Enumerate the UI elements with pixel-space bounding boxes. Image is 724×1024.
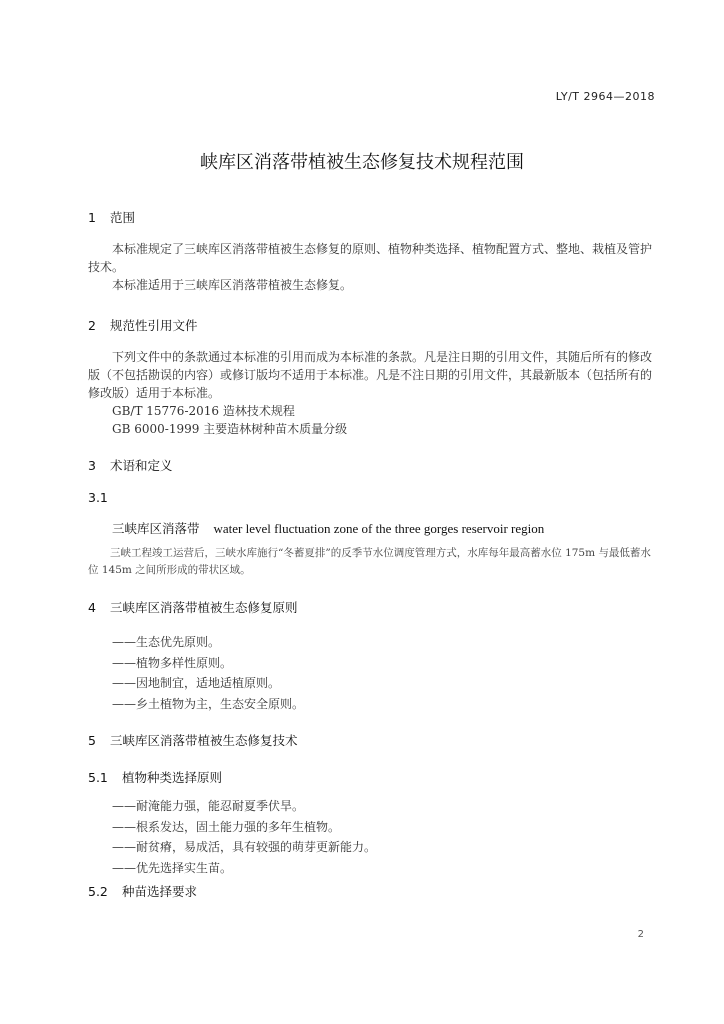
section-2-heading <box>88 316 198 334</box>
standard-number: LY/T 2964—2018 <box>555 90 655 103</box>
section-5-number: 5 <box>88 733 96 748</box>
section-3-title: 术语和定义 <box>109 458 173 473</box>
term-definition-text: 三峡工程竣工运营后，三峡水库施行“冬蓄夏排”的反季节水位调度管理方式，水库每年最高蓄水位 175m 与最低蓄水位 145m 之间所形成的带状区域。 <box>88 547 651 576</box>
section-1-paragraph-1: 本标准规定了三峡库区消落带植被生态修复的原则、植物种类选择、植物配置方式、整地、栽植及管护技术。 <box>88 242 653 274</box>
section-3-heading <box>88 456 173 474</box>
section-4-heading <box>88 598 298 616</box>
section-5-2-heading <box>88 882 197 900</box>
page-number: 2 <box>637 929 644 940</box>
principle-list <box>112 632 304 714</box>
document-title: 峡库区消落带植被生态修复技术规程范围 <box>200 152 524 173</box>
section-3-1-number: 3.1 <box>88 490 108 505</box>
section-5-1-title: 植物种类选择原则 <box>121 770 222 785</box>
species-selection-list <box>112 796 376 878</box>
section-1-title: 范围 <box>109 210 135 225</box>
section-5-2-title: 种苗选择要求 <box>121 884 197 899</box>
list-item: ——优先选择实生苗。 <box>112 860 233 875</box>
list-item: ——耐贫瘠，易成活，具有较强的萌芽更新能力。 <box>112 840 377 854</box>
section-1-number: 1 <box>88 210 96 225</box>
reference-list <box>112 402 347 438</box>
section-4-number: 4 <box>88 600 96 615</box>
section-1-paragraph-2: 本标准适用于三峡库区消落带植被生态修复。 <box>112 278 353 292</box>
list-item: ——植物多样性原则。 <box>112 655 233 670</box>
term-definition <box>88 545 658 579</box>
list-item: ——根系发达，固土能力强的多年生植物。 <box>112 819 341 834</box>
section-5-title: 三峡库区消落带植被生态修复技术 <box>109 733 298 748</box>
list-item: ——乡土植物为主，生态安全原则。 <box>112 696 305 711</box>
section-5-1-number: 5.1 <box>88 770 108 785</box>
section-2-paragraph-1: 下列文件中的条款通过本标准的引用而成为本标准的条款。凡是注日期的引用文件，其随后所有的修改版（不包括勘误的内容）或修订版均不适用于本标准。凡是不注日期的引用文件，其最新版本（包括所有的修改版）适用于本标准。 <box>88 350 653 400</box>
term-entry <box>112 519 544 537</box>
section-2-body <box>88 348 658 402</box>
section-5-1-heading <box>88 768 222 786</box>
section-1-body <box>88 240 658 294</box>
term-chinese: 三峡库区消落带 <box>112 521 200 536</box>
reference-item: GB 6000-1999 主要造林树种苗木质量分级 <box>112 422 348 436</box>
list-item: ——生态优先原则。 <box>112 635 221 649</box>
section-2-number: 2 <box>88 318 96 333</box>
list-item: ——耐淹能力强，能忍耐夏季伏旱。 <box>112 799 305 813</box>
section-2-title: 规范性引用文件 <box>109 318 198 333</box>
section-3-number: 3 <box>88 458 96 473</box>
section-4-title: 三峡库区消落带植被生态修复原则 <box>109 600 298 615</box>
section-5-2-number: 5.2 <box>88 884 108 899</box>
reference-item: GB/T 15776-2016 造林技术规程 <box>112 404 295 418</box>
term-english: water level fluctuation zone of the three gorges reservoir region <box>213 521 545 536</box>
section-1-heading <box>88 208 135 226</box>
list-item: ——因地制宜，适地适植原则。 <box>112 676 281 690</box>
section-5-heading <box>88 731 298 749</box>
